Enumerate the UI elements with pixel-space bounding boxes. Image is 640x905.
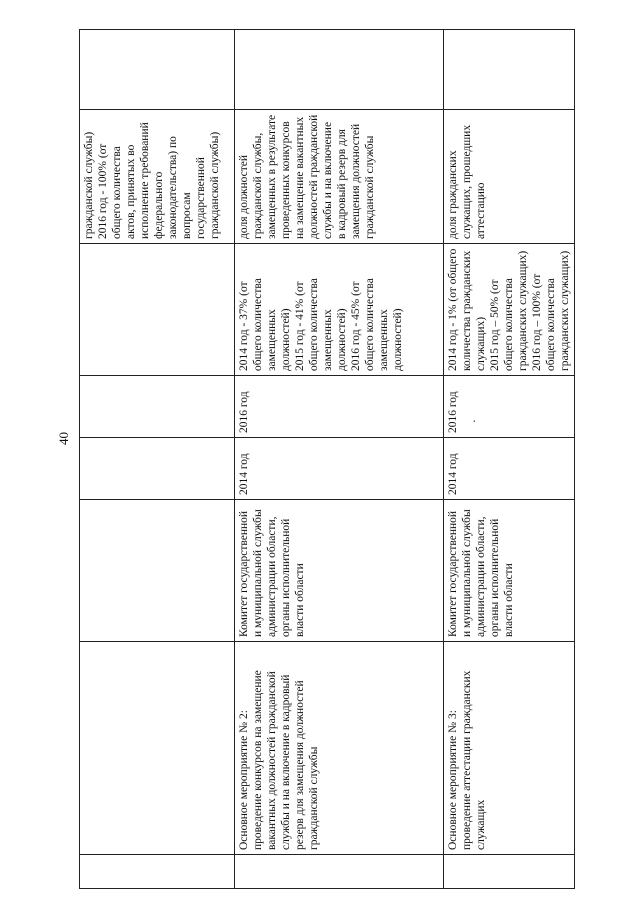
cell-row2-col5	[235, 244, 444, 376]
indicator-text: доля должностей гражданской службы, замещенных в результате проведенных конкурсов на замещение вакантных должностей гражданской службы и на включение в кадровый резерв для замещения должностей гражданской службы	[238, 114, 376, 239]
table-row	[80, 30, 235, 889]
cell-row2-col6	[235, 110, 444, 244]
table-row	[444, 30, 575, 889]
rotated-table-container	[79, 30, 571, 889]
cell-row1-col3	[80, 438, 235, 500]
cell-row2-col2	[235, 500, 444, 642]
cell-row3-col5	[444, 244, 575, 376]
cell-row1-col1	[80, 642, 235, 855]
indicator-value-text: гражданской службы) 2016 год - 100% (от общего количества актов, принятых во исполнение требований федерального законодательства) по вопросам государственной гражданской службы)	[83, 122, 221, 239]
indicator-text: доля гражданских служащих, прошедших аттестацию	[447, 124, 487, 239]
cell-row3-col6	[444, 110, 575, 244]
cell-row2-col3	[235, 438, 444, 500]
cell-row3-col0	[444, 855, 575, 889]
executor-text: Комитет государственной и муниципальной службы администрации области, органы исполнительной власти области	[238, 509, 306, 637]
cell-row1-col6	[80, 110, 235, 244]
measures-table	[79, 29, 575, 889]
executor-text: Комитет государственной и муниципальной службы администрации области, органы исполнительной власти области	[447, 509, 515, 637]
table-row	[235, 30, 444, 889]
start-year: 2014 год	[447, 453, 459, 495]
page-number: 40	[56, 432, 71, 445]
table-frame	[79, 30, 571, 889]
measure-title: Основное мероприятие № 3: проведение аттестации гражданских служащих	[447, 670, 487, 850]
end-year: 2016 год	[447, 391, 459, 433]
end-year: 2016 год	[238, 391, 250, 433]
cell-row1-col5	[80, 244, 235, 376]
start-year: 2014 год	[238, 453, 250, 495]
cell-row2-col1	[235, 642, 444, 855]
cell-row2-col7	[235, 30, 444, 110]
cell-row3-col2	[444, 500, 575, 642]
cell-row3-col3	[444, 438, 575, 500]
stray-dot: ·	[469, 419, 481, 423]
cell-row1-col7	[80, 30, 235, 110]
expected-results-text: 2014 год - 37% (от общего количества замещенных должностей) 2015 год - 41% (от общего количества замещенных должностей) 2016 год - 45% (от общего количества замещенных должностей)	[238, 278, 404, 371]
cell-row1-col2	[80, 500, 235, 642]
cell-row3-col1	[444, 642, 575, 855]
cell-row1-col0	[80, 855, 235, 889]
cell-row3-col4	[444, 376, 575, 438]
cell-row1-col4	[80, 376, 235, 438]
cell-row3-col7	[444, 30, 575, 110]
expected-results-text: 2014 год - 1% (от общего количества гражданских служащих) 2015 год – 50% (от общего количества гражданских служащих) 2016 год – 100% (от общего количества гражданских служащих)	[447, 248, 571, 371]
cell-row2-col4	[235, 376, 444, 438]
measure-title: Основное мероприятие № 2: проведение конкурсов на замещение вакантных должностей гражданской службы и на включение в кадровый резерв для замещения должностей гражданской службы	[238, 670, 320, 850]
cell-row2-col0	[235, 855, 444, 889]
